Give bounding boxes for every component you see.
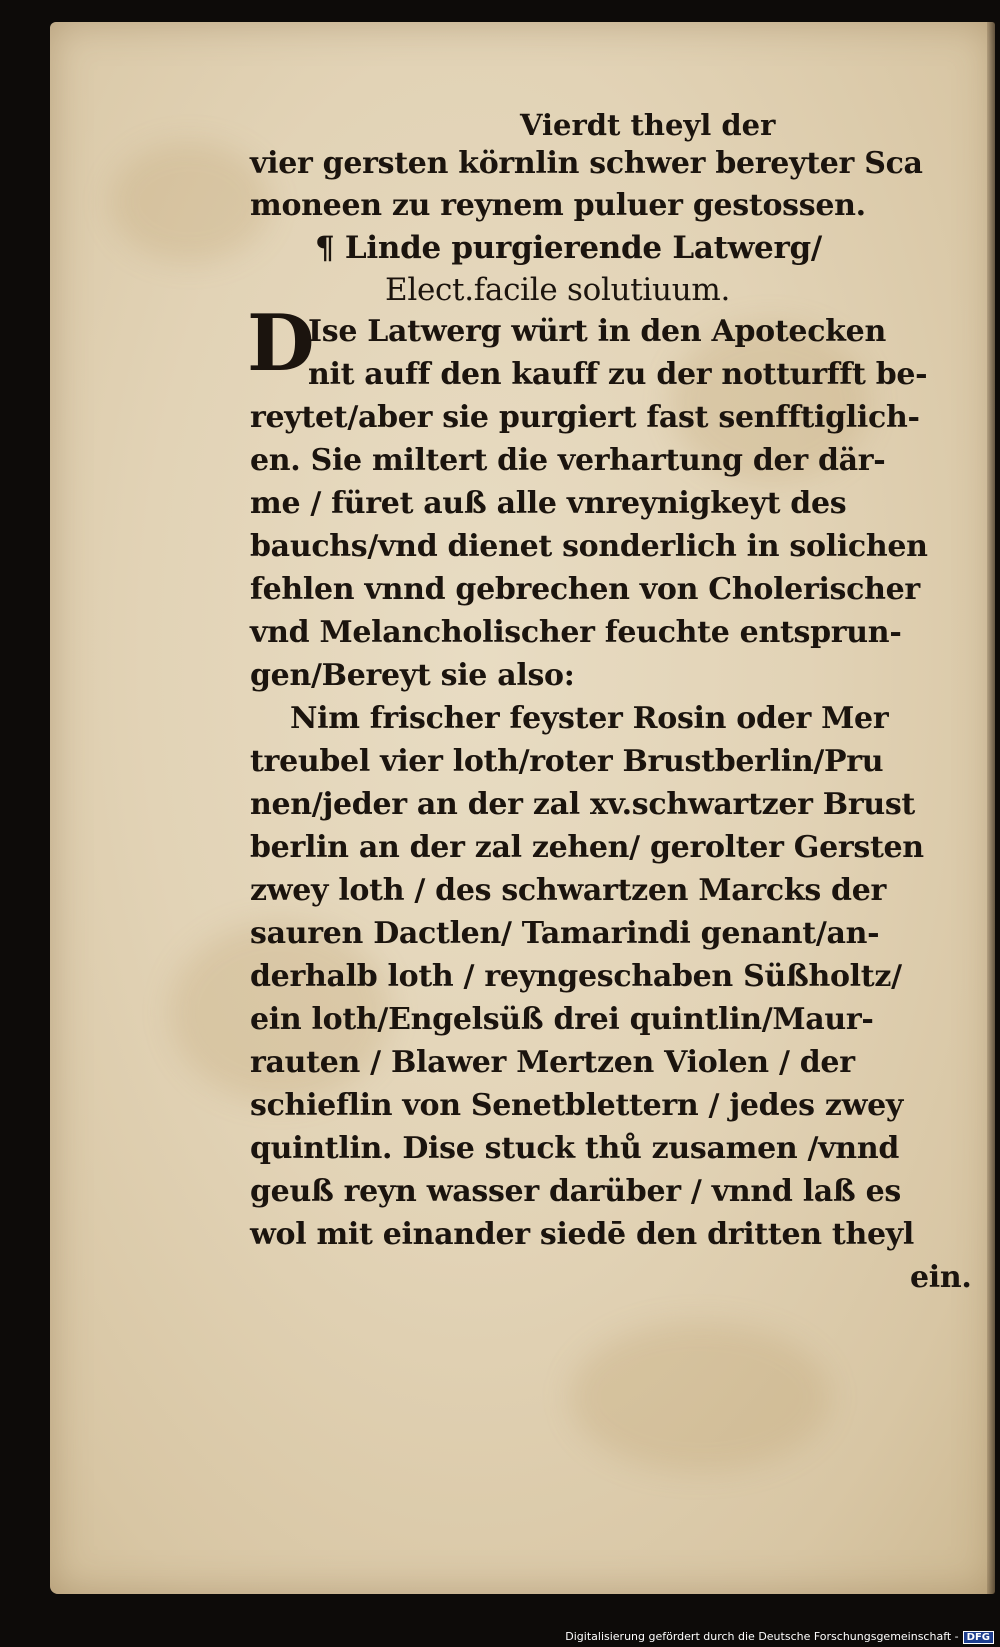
text-line: zwey loth / des schwartzen Marcks der xyxy=(250,873,887,908)
paper-stain xyxy=(110,142,270,262)
text-line: nen/jeder an der zal xv.schwartzer Brust xyxy=(250,787,915,822)
text-line: vier gersten körnlin schwer bereyter Sca xyxy=(250,146,923,181)
running-head: Vierdt theyl der xyxy=(520,108,776,142)
text-line: berlin an der zal zehen/ gerolter Gersten xyxy=(250,830,924,865)
text-line: Nim frischer feyster Rosin oder Mer xyxy=(290,701,889,736)
text-line: moneen zu reynem puluer gestossen. xyxy=(250,188,866,223)
digitization-footer xyxy=(565,1630,994,1644)
text-line: ein loth/Engelsüß drei quintlin/Maur- xyxy=(250,1002,874,1037)
text-line: bauchs/vnd dienet sonderlich in solichen xyxy=(250,529,928,564)
text-line: quintlin. Dise stuck thů zusamen /vnnd xyxy=(250,1131,900,1166)
text-line: fehlen vnnd gebrechen von Cholerischer xyxy=(250,572,920,607)
section-subheading: Elect.facile solutiuum. xyxy=(385,272,731,308)
text-line: reytet/aber sie purgiert fast senfftiglich- xyxy=(250,400,920,435)
footer-text: Digitalisierung gefördert durch die Deutsche Forschungsgemeinschaft - xyxy=(565,1630,959,1643)
page-spine-shadow xyxy=(987,22,995,1594)
text-line: wol mit einander siedē den dritten theyl xyxy=(250,1217,914,1252)
text-line: rauten / Blawer Mertzen Violen / der xyxy=(250,1045,855,1080)
text-line: treubel vier loth/roter Brustberlin/Pru xyxy=(250,744,884,779)
text-line: Ise Latwerg würt in den Apotecken xyxy=(308,314,886,349)
text-line: en. Sie miltert die verhartung der där- xyxy=(250,443,886,478)
book-page xyxy=(50,22,995,1594)
text-line: schieflin von Senetblettern / jedes zwey xyxy=(250,1088,904,1123)
text-line: geuß reyn wasser darüber / vnnd laß es xyxy=(250,1174,901,1209)
text-line: gen/Bereyt sie also: xyxy=(250,658,575,693)
text-line: vnd Melancholischer feuchte entsprun- xyxy=(250,615,902,650)
paper-stain xyxy=(570,1322,830,1472)
text-line: nit auff den kauff zu der notturfft be- xyxy=(308,357,928,392)
section-heading: ¶ Linde purgierende Latwerg/ xyxy=(315,230,822,266)
dfg-logo: DFG xyxy=(963,1631,994,1644)
text-line: sauren Dactlen/ Tamarindi genant/an- xyxy=(250,916,880,951)
drop-cap: D xyxy=(247,298,315,389)
catchword: ein. xyxy=(910,1260,972,1295)
text-line: me / füret auß alle vnreynigkeyt des xyxy=(250,486,847,521)
text-line: derhalb loth / reyngeschaben Süßholtz/ xyxy=(250,959,902,994)
